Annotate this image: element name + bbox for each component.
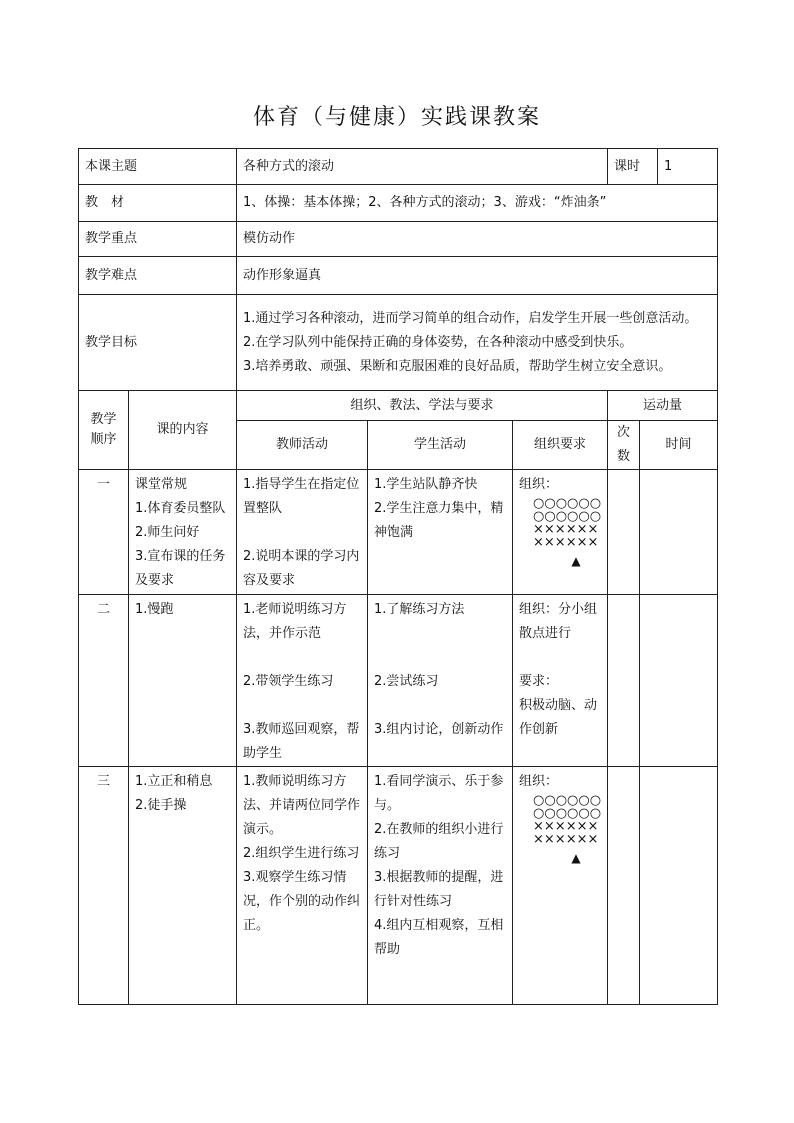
lesson-plan-table (78, 148, 718, 1005)
row-order: 一 (79, 470, 129, 595)
org-line: 积极动脑、动作创新 (519, 698, 598, 737)
material-value: 1、体操：基本体操；2、各种方式的滚动；3、游戏：“炸油条” (237, 185, 718, 222)
row-times (608, 470, 640, 595)
formation-row: ×××××× (533, 522, 599, 537)
goal-item: 2.在学习队列中能保持正确的身体姿势，在各种滚动中感受到快乐。 (243, 334, 633, 350)
student-line: 1.了解练习方法 (374, 602, 465, 617)
content-line: 1.慢跑 (135, 602, 174, 617)
topic-label: 本课主题 (79, 149, 237, 185)
formation-row: ○○○○○○ (533, 509, 602, 524)
row-times (608, 767, 640, 1005)
focus-value: 模仿动作 (237, 222, 718, 257)
page-title: 体育（与健康）实践课教案 (252, 105, 541, 130)
content-line: 2.师生问好 (135, 525, 200, 540)
hours-value: 1 (658, 149, 718, 185)
spacer (243, 694, 361, 718)
focus-label: 教学重点 (79, 222, 237, 257)
teacher-line: 2.说明本课的学习内容及要求 (243, 549, 360, 588)
row-order: 三 (79, 767, 129, 1005)
goals-label: 教学目标 (79, 295, 237, 391)
goals-list (237, 295, 718, 391)
student-line: 2.学生注意力集中，精神饱满 (374, 501, 504, 540)
spacer (374, 646, 506, 670)
difficulty-value: 动作形象逼真 (237, 257, 718, 295)
header-methods: 组织、教法、学法与要求 (237, 391, 608, 421)
row-content (129, 470, 237, 595)
row-student (368, 767, 513, 1005)
content-line: 1.立正和稍息 (135, 774, 213, 789)
formation-row: ○○○○○○ (533, 793, 602, 808)
header-load: 运动量 (608, 391, 718, 421)
formation-row: ×××××× (533, 832, 599, 847)
content-line: 1.体育委员整队 (135, 501, 226, 516)
org-label: 组织： (519, 774, 559, 789)
header-student: 学生活动 (368, 421, 513, 470)
header-times: 次数 (608, 421, 640, 470)
org-line: 要求： (519, 674, 559, 689)
goal-item: 1.通过学习各种滚动，进而学习简单的组合动作，启发学生开展一些创意活动。 (243, 310, 698, 326)
teacher-line: 3.观察学生练习情况，作个别的动作纠正。 (243, 870, 361, 933)
teacher-line: 1.指导学生在指定位置整队 (243, 477, 360, 516)
student-line: 1.看同学演示、乐于参与。 (374, 774, 504, 813)
teacher-line: 1.老师说明练习方法，并作示范 (243, 602, 347, 641)
row-time (640, 470, 718, 595)
row-org (513, 595, 608, 767)
formation-diagram (533, 794, 601, 865)
material-label: 教 材 (79, 185, 237, 222)
student-line: 3.组内讨论，创新动作 (374, 722, 504, 737)
row-content (129, 595, 237, 767)
content-line: 课堂常规 (135, 477, 188, 492)
org-label: 组织： (519, 477, 559, 492)
row-student (368, 470, 513, 595)
org-line: 组织：分小组散点进行 (519, 602, 598, 641)
content-line: 3.宣布课的任务及要求 (135, 549, 226, 588)
header-teacher: 教师活动 (237, 421, 368, 470)
teacher-line: 2.带领学生练习 (243, 674, 334, 689)
row-student (368, 595, 513, 767)
row-org (513, 470, 608, 595)
header-order: 教学顺序 (79, 391, 129, 470)
row-content (129, 767, 237, 1005)
row-order: 二 (79, 595, 129, 767)
content-line: 2.徒手操 (135, 798, 187, 813)
student-line: 4.组内互相观察，互相帮助 (374, 918, 504, 957)
row-time (640, 595, 718, 767)
student-line: 3.根据教师的提醒，进行针对性练习 (374, 870, 504, 909)
spacer (374, 694, 506, 718)
teacher-marker-icon: ▲ (571, 851, 581, 865)
teacher-marker-icon: ▲ (571, 554, 581, 568)
row-time (640, 767, 718, 1005)
spacer (243, 646, 361, 670)
header-org: 组织要求 (513, 421, 608, 470)
formation-row: ×××××× (533, 535, 599, 550)
difficulty-label: 教学难点 (79, 257, 237, 295)
teacher-line: 2.组织学生进行练习 (243, 846, 360, 861)
row-org (513, 767, 608, 1005)
student-line: 2.尝试练习 (374, 674, 439, 689)
spacer (243, 521, 361, 545)
hours-label: 课时 (608, 149, 658, 185)
student-line: 1.学生站队静齐快 (374, 477, 478, 492)
spacer (374, 622, 506, 646)
teacher-line: 3.教师巡回观察，帮助学生 (243, 722, 360, 761)
formation-row: ○○○○○○ (533, 496, 602, 511)
header-content: 课的内容 (129, 391, 237, 470)
teacher-line: 1.教师说明练习方法、并请两位同学作演示。 (243, 774, 361, 837)
formation-row: ○○○○○○ (533, 806, 602, 821)
row-teacher (237, 470, 368, 595)
topic-value: 各种方式的滚动 (237, 149, 608, 185)
row-times (608, 595, 640, 767)
header-time: 时间 (640, 421, 718, 470)
formation-row: ×××××× (533, 819, 599, 834)
row-teacher (237, 595, 368, 767)
spacer (519, 646, 601, 670)
row-teacher (237, 767, 368, 1005)
goal-item: 3.培养勇敢、顽强、果断和克服困难的良好品质，帮助学生树立安全意识。 (243, 358, 672, 374)
student-line: 2.在教师的组织小进行练习 (374, 822, 504, 861)
formation-diagram (533, 497, 601, 568)
